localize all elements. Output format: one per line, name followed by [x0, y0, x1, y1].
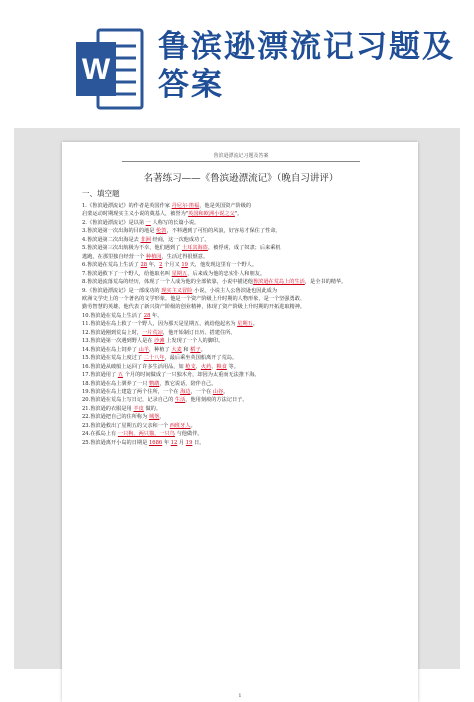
banner: [0, 0, 474, 130]
answer-text: 种植园: [145, 253, 162, 260]
answer-text: 城堡: [148, 414, 160, 421]
question-text: ，他是英国资产阶级的: [199, 203, 252, 209]
answer-text: 山谷: [212, 388, 224, 395]
answer-text: 星期五: [237, 321, 253, 328]
answer-text: 28: [143, 312, 151, 319]
question-line: [82, 210, 400, 218]
question-line: [82, 363, 400, 371]
answer-text: 粮食: [216, 363, 227, 370]
answer-text: 现实主义冒险: [161, 287, 193, 294]
question-text: 与他做伴。: [174, 431, 203, 438]
question-text: 。: [200, 346, 206, 353]
question-text: 月: [177, 439, 186, 446]
answer-text: 生活: [174, 397, 186, 404]
answer-text: 土耳其海盗: [181, 245, 208, 252]
question-line: [82, 227, 400, 235]
question-line: [82, 439, 400, 447]
question-line: [82, 270, 400, 278]
answer-text: 19: [185, 439, 193, 446]
question-text: 人称写的长篇小说。: [150, 219, 200, 226]
question-text: 9.《鲁滨逊漂流记》是一部成功的: [82, 287, 162, 294]
answer-text: 五: [117, 372, 124, 379]
question-text: 。: [252, 321, 258, 328]
question-line: [82, 202, 400, 210]
question-line: [82, 388, 400, 396]
answer-text: 稻子: [190, 346, 201, 353]
question-line: [82, 219, 400, 227]
question-text: 4.鲁滨逊第二次出海是去: [82, 236, 141, 243]
question-text: ，不料遇到了可怕的风浪，好容易才保住了性命。: [166, 228, 281, 235]
answer-text: 一片荒凉: [142, 329, 163, 336]
question-line: [82, 346, 400, 354]
question-list: [82, 202, 400, 447]
question-line: [82, 371, 400, 379]
question-line: [82, 236, 400, 244]
answer-text: 山羊: [138, 346, 149, 353]
question-text: 。: [190, 422, 196, 429]
question-text: 19.鲁滨逊在岛上建造了两个住所，一个在: [82, 388, 181, 395]
question-line: [82, 253, 400, 261]
question-text: "。: [234, 211, 243, 218]
question-text: 上发现了一个人的脚印。: [164, 338, 224, 345]
question-text: 日。: [192, 439, 205, 446]
question-line: [82, 413, 400, 421]
question-text: 13.鲁滨逊第一次遇到野人是在: [82, 338, 155, 345]
question-line: [82, 287, 400, 295]
answer-text: 鲁滨逊在荒岛上的生活: [252, 279, 305, 286]
answer-text: 1686: [148, 439, 163, 446]
question-text: 天，他发现这里有一个野人。: [187, 262, 258, 269]
question-text: 24.在孤岛上有: [82, 431, 118, 438]
question-text: ，生活过得很惬意。: [161, 253, 209, 260]
document-title: 名著练习——《鲁滨逊漂流记》（晚自习讲评）: [143, 173, 339, 184]
question-text: 、: [195, 363, 201, 370]
question-text: 12.鲁滨逊刚到荒岛上时，: [82, 329, 143, 336]
section-heading: 一、填空题: [82, 189, 120, 198]
question-text: 做的。: [143, 405, 162, 412]
question-text: 个月又: [162, 262, 182, 269]
page-header: 鲁滨逊漂流记习题及答案: [122, 152, 360, 162]
question-text: 1.《鲁滨逊漂流记》的作者是英国作家: [82, 203, 172, 209]
question-line: [82, 329, 400, 337]
answer-text: 西班牙人: [169, 422, 191, 429]
question-text: 、: [211, 363, 217, 370]
answer-text: 海边: [180, 388, 191, 395]
question-text: 14.鲁滨逊在岛上饲养了: [82, 346, 139, 353]
question-text: 6.鲁滨逊在荒岛上生活了: [82, 262, 141, 269]
answer-text: 28: [140, 262, 148, 269]
question-text: 16.鲁滨逊从破船上运回了许多生活用品，如: [82, 363, 186, 370]
question-text: ，最后乘坐英国船离开了荒岛。: [164, 355, 238, 362]
question-line: [82, 320, 400, 328]
question-text: 个月的时间做成了一只独木舟，却因为太重而无法推下海。: [123, 372, 260, 379]
answer-text: 枪支: [185, 363, 196, 370]
question-line: [82, 337, 400, 345]
question-line: [82, 396, 400, 404]
question-text: 8.鲁滨逊流落荒岛的经历，体现了一个人成为他的全部依靠，小说中描述他: [82, 279, 253, 286]
question-text: 2.《鲁滨逊漂流记》是以第: [82, 219, 146, 226]
document-viewer[interactable]: [14, 128, 460, 699]
question-text: 和: [181, 346, 191, 353]
question-text: ，种植了: [148, 346, 172, 353]
question-text: 。: [159, 414, 165, 421]
question-text: 启蒙运动时期现实主义小说的奠基人，被誉为": [82, 211, 189, 218]
question-line: [82, 430, 400, 438]
answer-text: 12: [170, 439, 178, 446]
question-line: [82, 312, 400, 320]
answer-text: 19: [181, 262, 188, 269]
question-text: 勤劳智慧的英雄。他代表了新兴资产阶级的创业精神，体现了资产阶级上升时期的开拓进取精神。: [82, 304, 306, 311]
question-line: [82, 354, 400, 362]
question-line: [82, 405, 400, 413]
answer-text: 羊皮: [133, 405, 144, 412]
question-text: ，教它说话，陪伴自己。: [159, 380, 217, 387]
question-line: [82, 278, 400, 286]
question-line: [82, 303, 400, 311]
answer-text: 一: [145, 219, 151, 226]
answer-text: 火药: [200, 363, 212, 370]
word-document-icon: [76, 28, 144, 110]
question-text: 11.鲁滨逊在岛上救了一个野人，因为那天是星期五，就给他起名为: [82, 321, 238, 328]
question-text: ，后来成为他的忠实仆人和朋友。: [187, 270, 266, 277]
answer-text: 二十八年: [143, 355, 165, 362]
answer-text: 一只狗、两只猫、一只鸟: [117, 431, 175, 438]
question-text: 20.鲁滨逊在荒岛上写日记，记录自己的: [82, 397, 175, 404]
answer-text: 丹尼尔·笛福: [171, 203, 200, 209]
answer-text: 2: [159, 262, 163, 269]
question-text: 3.鲁滨逊第一次出海的目的地是: [82, 228, 157, 235]
question-text: ，是全书的精华。: [304, 279, 347, 286]
question-text: 18.鲁滨逊在岛上驯养了一只: [82, 380, 149, 387]
answer-text: 鹦鹉: [148, 380, 160, 387]
answer-text: 沙滩: [154, 338, 165, 345]
question-line: [82, 380, 400, 388]
question-text: 。: [223, 388, 229, 395]
question-text: 年，: [147, 262, 160, 269]
question-text: ，被俘虏，成了奴隶；后来乘机: [207, 245, 281, 252]
answer-text: 伦敦: [156, 228, 167, 235]
question-text: ，他开始制订日历、搭建住所。: [162, 329, 236, 336]
question-text: 23.鲁滨逊救出了星期五的父亲和一个: [82, 422, 170, 429]
question-text: 22.鲁滨逊把自己的住所称为: [82, 414, 149, 421]
answer-text: 星期五: [171, 270, 188, 277]
question-text: 10.鲁滨逊在荒岛上生活了: [82, 312, 144, 319]
question-text: 年: [162, 439, 171, 446]
question-text: 15.鲁滨逊在荒岛上度过了: [82, 355, 144, 362]
question-text: 7.鲁滨逊救下了一个野人，给他取名叫: [82, 270, 172, 277]
svg-text:W: W: [81, 53, 111, 86]
document-page: [62, 142, 418, 702]
page-number: 1: [238, 693, 242, 699]
question-line: [82, 422, 400, 430]
question-text: 欧洲文学史上的一个著名的文学形象。他是一个资产阶级上升时期的人物形象，是一个坚强勇敢、: [82, 295, 306, 302]
question-text: 逃跑，在那里独自经营一个: [82, 253, 146, 260]
question-text: 21.鲁滨逊的衣服是用: [82, 405, 134, 412]
question-line: [82, 244, 400, 252]
question-text: 小说，小说主人公鲁滨逊也因此成为: [192, 287, 278, 294]
question-text: 25.鲁滨逊离开小岛的日期是: [82, 439, 149, 446]
question-text: 经商，这一次他成功了。: [150, 236, 210, 243]
answer-text: 英国和欧洲小说之父: [188, 211, 235, 218]
banner-title: 鲁滨逊漂流记习题及答案: [158, 29, 455, 103]
question-text: 年。: [150, 312, 163, 319]
question-text: ，一个在: [190, 388, 213, 395]
answer-text: 非洲: [140, 236, 151, 243]
question-text: 5.鲁滨逊第三次出航极为不幸，他们遇到了: [82, 245, 182, 252]
question-line: [82, 295, 400, 303]
answer-text: 大麦: [171, 346, 182, 353]
question-text: ，他用刻痕的方法记日子。: [185, 397, 248, 404]
question-text: 17.鲁滨逊用了: [82, 372, 118, 379]
question-text: 等。: [226, 363, 239, 370]
question-line: [82, 261, 400, 269]
